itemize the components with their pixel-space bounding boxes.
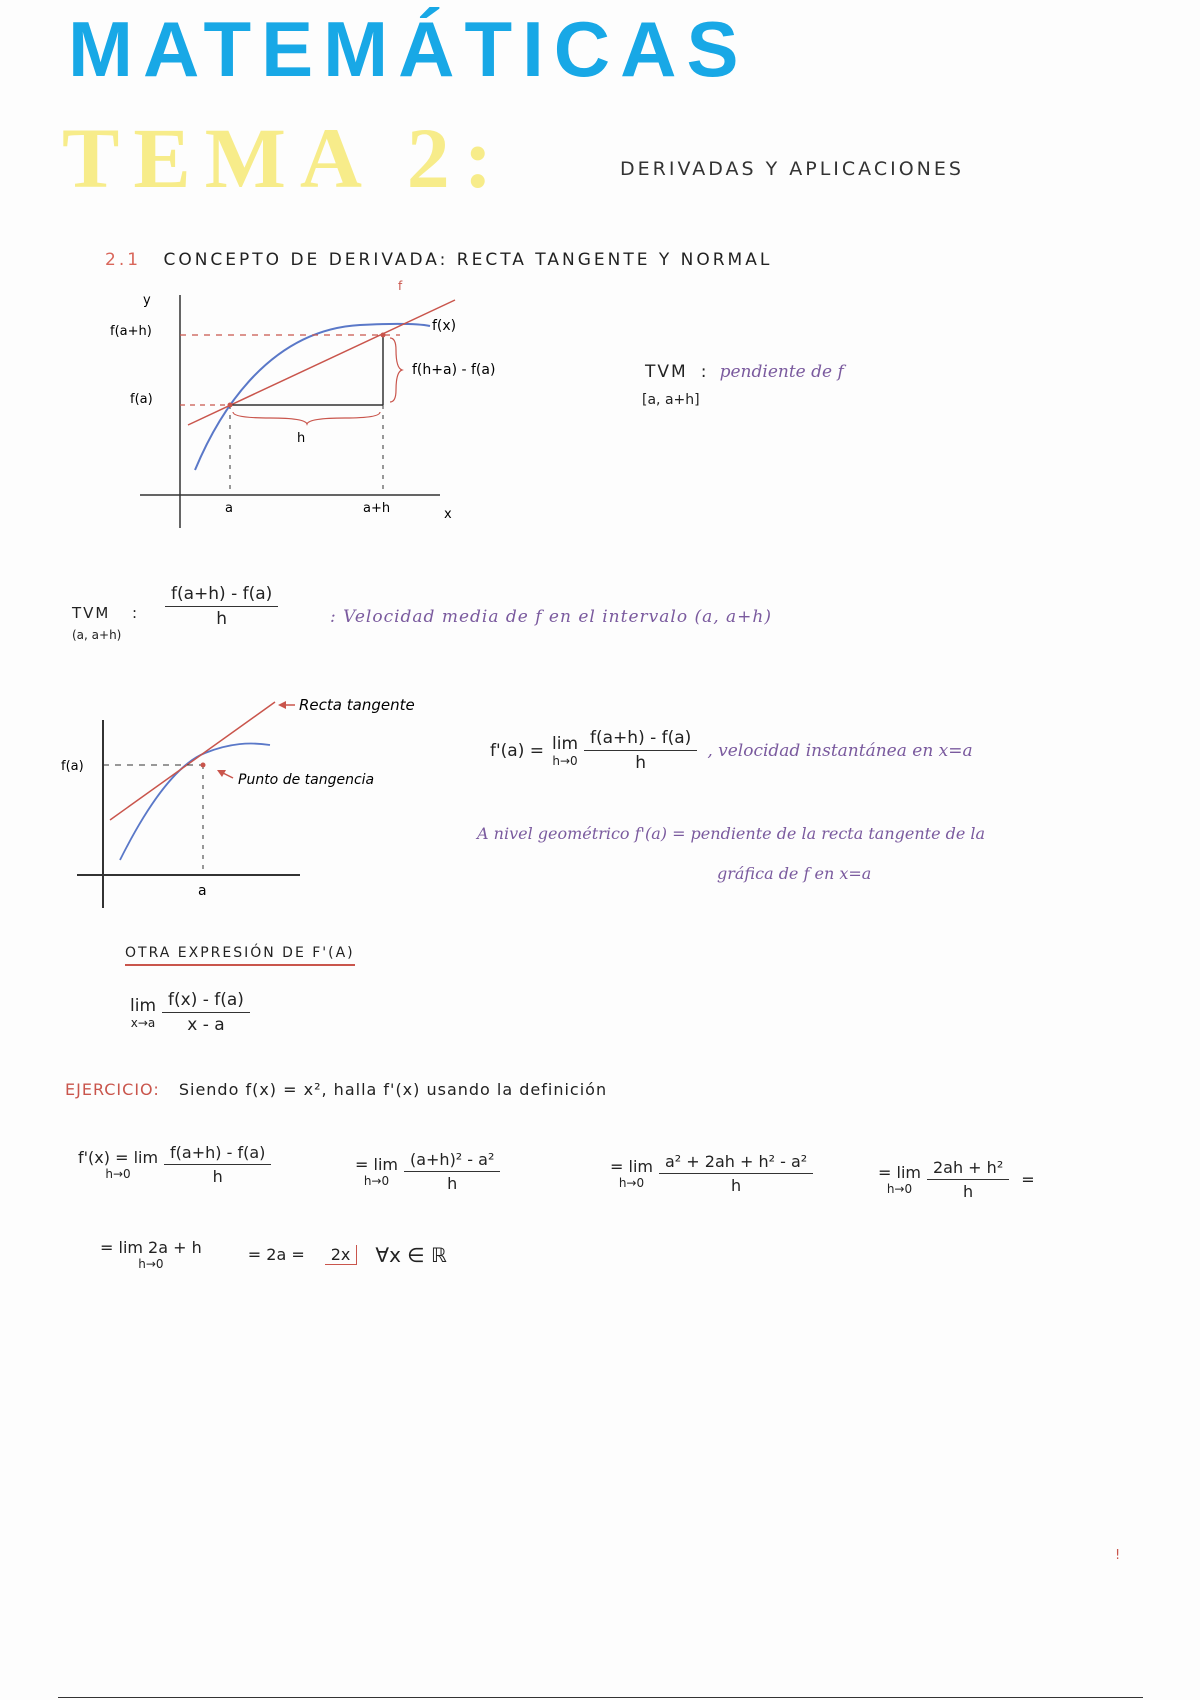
other-fraction: [162, 990, 250, 1035]
tvm-note-label: TVM: [645, 362, 688, 382]
point-a: [228, 403, 233, 408]
secant-graph: [110, 279, 496, 530]
step2-lim: = lim: [355, 1155, 398, 1174]
bottom-rule: [58, 1697, 1143, 1698]
step4-limit: [878, 1163, 921, 1196]
step4-subscript: h→0: [886, 1182, 913, 1196]
tangency-point: [201, 763, 206, 768]
h-label: h: [297, 431, 306, 446]
section-heading: [105, 250, 772, 270]
step1-subscript: h→0: [105, 1167, 131, 1181]
exercise-step-4: [878, 1158, 1035, 1201]
h-brace: [233, 412, 380, 424]
step1-lhs: f'(x) = lim: [78, 1148, 159, 1167]
a-tick-label: a: [225, 501, 233, 516]
derivative-fraction: [584, 728, 697, 773]
result-domain: ∀x ∈ ℝ: [375, 1242, 447, 1267]
fa-label-2: f(a): [61, 759, 84, 774]
tvm-label: TVM: [72, 604, 111, 622]
limit-subscript: x→a: [130, 1015, 156, 1030]
exercise-step-3: [610, 1152, 813, 1195]
tvm-note: [645, 362, 844, 382]
step1-limit: [78, 1148, 158, 1181]
difference-label: f(h+a) - f(a): [412, 362, 496, 378]
step3-numerator: a² + 2ah + h² - a²: [664, 1152, 808, 1171]
step2-numerator: (a+h)² - a²: [409, 1150, 495, 1169]
step4-fraction: [927, 1158, 1009, 1201]
step4-denominator: h: [963, 1182, 974, 1201]
step2-fraction: [404, 1150, 500, 1193]
exercise-label: EJERCICIO:: [65, 1080, 160, 1099]
step1-fraction: [164, 1143, 271, 1186]
tvm-denominator: h: [216, 609, 228, 629]
tangency-label: Punto de tangencia: [238, 772, 375, 788]
line2-mid: = 2a =: [247, 1245, 305, 1264]
tangent-graph: [55, 690, 455, 915]
tvm-note-colon: :: [700, 362, 707, 382]
exercise-statement: [65, 1080, 607, 1099]
step4-lim: = lim: [878, 1163, 921, 1182]
other-expression-formula: [130, 990, 250, 1035]
line2-limit: [100, 1238, 202, 1271]
limit-subscript: h→0: [552, 753, 578, 768]
step3-lim: = lim: [610, 1157, 653, 1176]
x-axis-label: x: [444, 507, 452, 522]
step4-equals: =: [1021, 1170, 1035, 1189]
tangent-arrowhead: [278, 701, 286, 709]
step2-subscript: h→0: [363, 1174, 390, 1188]
function-curve-2: [120, 744, 270, 860]
other-denominator: x - a: [187, 1015, 225, 1035]
geometric-text-2: gráfica de f en x=a: [717, 864, 872, 883]
exercise-result-line: [100, 1238, 447, 1271]
step2-denominator: h: [447, 1174, 458, 1193]
a-plus-h-tick-label: a+h: [363, 501, 391, 516]
f-a-label: f(a): [130, 392, 153, 407]
step1-denominator: h: [212, 1167, 223, 1186]
step1-numerator: f(a+h) - f(a): [170, 1143, 266, 1162]
rise-brace: [390, 338, 402, 402]
geometric-line-1: [477, 824, 985, 843]
a-label-2: a: [198, 883, 207, 899]
f-a-plus-h-label: f(a+h): [110, 324, 152, 339]
tvm-numerator: f(a+h) - f(a): [171, 584, 273, 604]
y-axis-label: y: [143, 293, 151, 308]
result-box: 2x: [325, 1245, 358, 1265]
derivative-lhs: f'(a) =: [490, 740, 544, 761]
line2-subscript: h→0: [138, 1257, 164, 1271]
step3-subscript: h→0: [618, 1176, 645, 1190]
derivative-numerator: f(a+h) - f(a): [590, 728, 692, 748]
tvm-colon: :: [132, 604, 138, 622]
other-limit: [130, 996, 156, 1030]
tvm-fraction: [165, 584, 278, 629]
exercise-step-2: [355, 1150, 500, 1193]
page-title: MATEMÁTICAS: [68, 5, 749, 93]
derivative-limit: [552, 734, 578, 768]
step3-denominator: h: [731, 1176, 742, 1195]
tangent-line: [110, 702, 275, 820]
limit-word: lim: [130, 995, 157, 1016]
exercise-step-1: [78, 1143, 271, 1186]
limit-word: lim: [552, 733, 579, 754]
section-number: 2.1: [105, 250, 142, 270]
point-a-plus-h: [381, 333, 386, 338]
secant-f-label: f: [398, 279, 403, 293]
step3-fraction: [659, 1152, 813, 1195]
geometric-text-1: A nivel geométrico f'(a) = pendiente de la recta tangente de la: [477, 824, 986, 843]
other-expression-title: OTRA EXPRESIÓN DE F'(A): [125, 945, 355, 966]
exercise-text: Siendo f(x) = x², halla f'(x) usando la definición: [178, 1080, 608, 1099]
topic-subtitle: DERIVADAS Y APLICACIONES: [620, 158, 964, 180]
step3-limit: [610, 1157, 653, 1190]
curve-label: f(x): [432, 318, 457, 334]
step2-limit: [355, 1155, 398, 1188]
tangent-label: Recta tangente: [299, 696, 415, 714]
tvm-note-interval: [a, a+h]: [642, 392, 700, 408]
other-numerator: f(x) - f(a): [168, 990, 244, 1010]
tvm-note-text: pendiente de f: [719, 362, 844, 382]
derivative-description: , velocidad instantánea en x=a: [707, 740, 973, 761]
topic-number: TEMA 2:: [62, 110, 507, 206]
tvm-interval: (a, a+h): [72, 628, 122, 642]
tvm-description: : Velocidad media de f en el intervalo (a, a+h): [330, 607, 772, 627]
line2-lim: = lim 2a + h: [100, 1238, 202, 1257]
derivative-denominator: h: [635, 753, 647, 773]
step4-numerator: 2ah + h²: [932, 1158, 1004, 1177]
page-mark: !: [1115, 1548, 1121, 1563]
derivative-definition: [490, 728, 973, 773]
section-title: CONCEPTO DE DERIVADA: RECTA TANGENTE Y NORMAL: [163, 250, 773, 270]
